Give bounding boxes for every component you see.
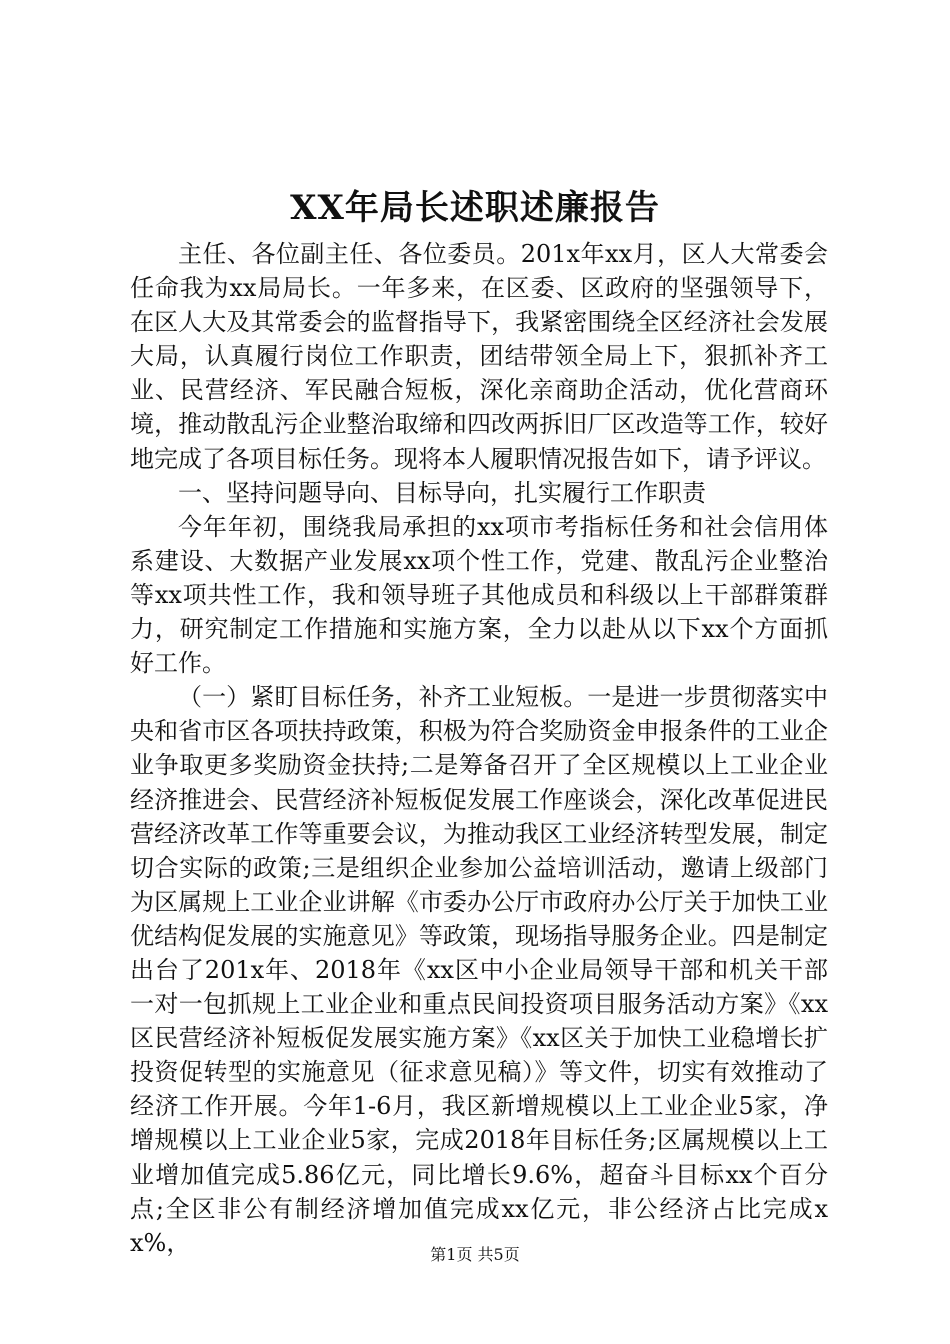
document-title: XX年局长述职述廉报告 bbox=[290, 188, 660, 228]
paragraph-intro: 主任、各位副主任、各位委员。201x年xx月，区人大常委会任命我为xx局局长。一年多来，在区委、区政府的坚强领导下，在区人大及其常委会的监督指导下，我紧密围绕全区经济社会发展大局，认真履行岗位工作职责，团结带领全局上下，狠抓补齐工业、民营经济、军民融合短板，深化亲商助企活动，优化营商环境，推动散乱污企业整治取缔和四改两拆旧厂区改造等工作，较好地完成了各项目标任务。现将本人履职情况报告如下，请予评议。 bbox=[130, 240, 828, 473]
section-heading-1: 一、坚持问题导向、目标导向，扎实履行工作职责 bbox=[178, 478, 706, 507]
paragraph-subsection-1: （一）紧盯目标任务，补齐工业短板。一是进一步贯彻落实中央和省市区各项扶持政策，积极为符合奖励资金申报条件的工业企业争取更多奖励资金扶持;二是筹备召开了全区规模以上工业企业经济推进会、民营经济补短板促发展工作座谈会，深化改革促进民营经济改革工作等重要会议，为推动我区工业经济转型发展，制定切合实际的政策;三是组织企业参加公益培训活动，邀请上级部门为区属规上工业企业讲解《市委办公厅市政府办公厅关于加快工业优结构促发展的实施意见》等政策，现场指导服务企业。四是制定出台了201x年、2018年《xx区中小企业局领导干部和机关干部一对一包抓规上工业企业和重点民间投资项目服务活动方案》《xx区民营经济补短板促发展实施方案》《xx区关于加快工业稳增长扩投资促转型的实施意见（征求意见稿）》等文件，切实有效推动了经济工作开展。今年1-6月，我区新增规模以上工业企业5家，净增规模以上工业企业5家，完成2018年目标任务;区属规模以上工业增加值完成5.86亿元，同比增长9.6%，超奋斗目标xx个百分点;全区非公有制经济增加值完成xx亿元，非公经济占比完成xx%， bbox=[130, 683, 828, 1257]
page-footer bbox=[0, 1243, 950, 1267]
document-body bbox=[130, 237, 828, 1260]
paragraph-section-1: 今年年初，围绕我局承担的xx项市考指标任务和社会信用体系建设、大数据产业发展xx项个性工作，党建、散乱污企业整治等xx项共性工作，我和领导班子其他成员和科级以上干部群策群力，研究制定工作措施和实施方案，全力以赴从以下xx个方面抓好工作。 bbox=[130, 512, 828, 678]
page-indicator: 第1页 共5页 bbox=[430, 1245, 520, 1264]
